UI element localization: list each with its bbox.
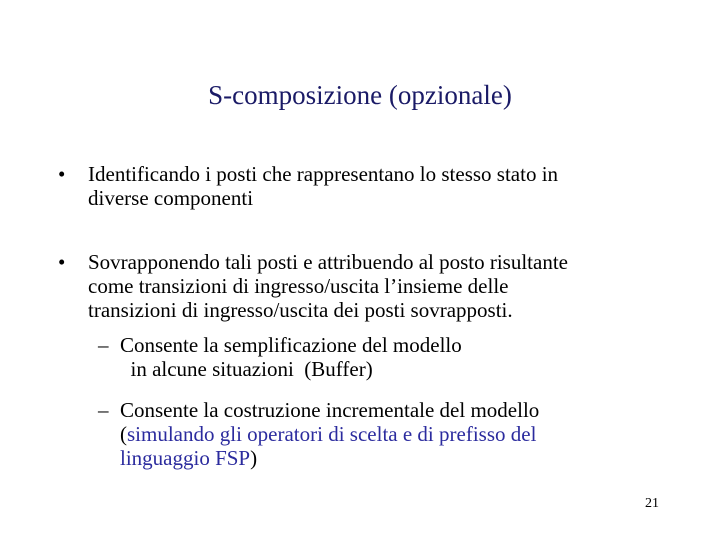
highlighted-text: simulando gli operatori di scelta e di prefisso del: [127, 422, 537, 446]
subitem-line: [120, 422, 539, 446]
subitem-marker: –: [98, 333, 109, 357]
bullet-line: come transizioni di ingresso/uscita l’insieme delle: [88, 274, 509, 298]
subitem-marker: –: [98, 398, 109, 422]
subitem-line: in alcune situazioni (Buffer): [120, 357, 373, 381]
bullet-marker: •: [58, 250, 66, 274]
subitem-text: [120, 333, 462, 381]
bullet-marker: •: [58, 162, 66, 186]
subitem-line: [120, 446, 539, 470]
bullet-line: Identificando i posti che rappresentano lo stesso stato in: [88, 162, 559, 186]
bullet-line: Sovrapponendo tali posti e attribuendo al posto risultante: [88, 250, 568, 274]
page-number: 21: [645, 496, 659, 511]
highlighted-text: linguaggio FSP: [120, 446, 251, 470]
paren-close: ): [250, 446, 258, 470]
subitem-text: [120, 398, 539, 470]
subitem-line: Consente la semplificazione del modello: [120, 333, 462, 357]
bullet-text: [88, 162, 558, 210]
paren-open: (: [120, 422, 127, 446]
bullet-text: [88, 250, 568, 322]
subitem-line: Consente la costruzione incrementale del modello: [120, 398, 540, 422]
bullet-line: transizioni di ingresso/uscita dei posti sovrapposti.: [88, 298, 513, 322]
slide-title: S-composizione (opzionale): [208, 80, 512, 110]
bullet-line: diverse componenti: [88, 186, 254, 210]
